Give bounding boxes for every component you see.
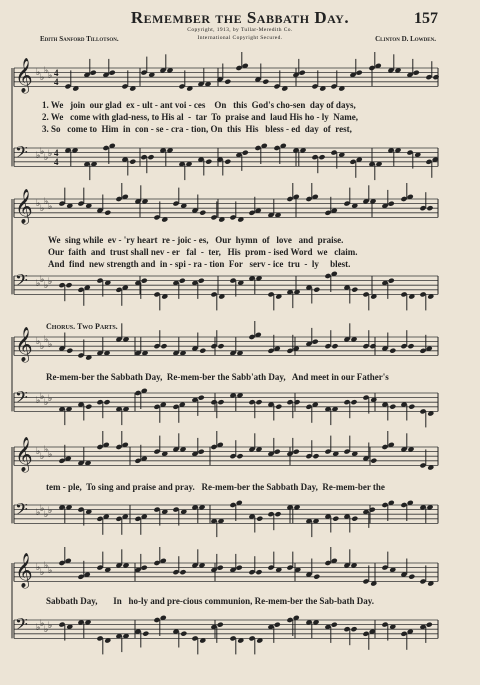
note-head <box>205 159 212 165</box>
flat-sign-icon: ♭ <box>40 452 45 462</box>
note-head <box>256 516 263 522</box>
note-head <box>313 287 320 293</box>
system1-verse2: 2. We come with glad-ness, to His al - tar To praise and laud His ho - ly Name, <box>42 112 358 122</box>
note-head <box>90 70 97 76</box>
flat-sign-icon: ♭ <box>40 204 45 214</box>
note-head <box>293 399 300 405</box>
flat-sign-icon: ♭ <box>48 450 53 460</box>
note-head <box>236 453 243 459</box>
note-head <box>160 343 167 349</box>
note-head <box>142 631 149 637</box>
note-head <box>179 278 186 284</box>
flat-sign-icon: ♭ <box>48 566 53 576</box>
note-head <box>408 574 415 580</box>
note-head <box>313 574 320 580</box>
system2-verse2: Our faith and trust shall nev - er fal - ter, His prom - ised Word we claim. <box>48 247 358 257</box>
flat-sign-icon: ♭ <box>40 504 45 514</box>
note-head <box>408 404 415 410</box>
note-head <box>198 278 205 284</box>
flat-sign-icon: ♭ <box>36 447 41 457</box>
note-head <box>217 565 224 571</box>
note-head <box>299 70 306 76</box>
note-head <box>217 399 224 405</box>
note-head <box>389 404 396 410</box>
flat-sign-icon: ♭ <box>48 394 53 404</box>
treble-clef-icon: 𝄞 <box>15 437 33 472</box>
note-head <box>274 449 281 455</box>
flat-sign-icon: ♭ <box>40 342 45 352</box>
flat-sign-icon: ♭ <box>48 506 53 516</box>
note-head <box>147 154 154 160</box>
note-head <box>432 74 439 80</box>
flat-sign-icon: ♭ <box>36 563 41 573</box>
note-head <box>103 399 110 405</box>
flat-sign-icon: ♭ <box>44 335 49 345</box>
note-head <box>141 565 148 571</box>
hymn-title: Remember the Sabbath Day. <box>130 8 350 27</box>
note-head <box>388 278 395 284</box>
note-head <box>275 404 282 410</box>
note-head <box>85 404 92 410</box>
note-head <box>389 348 396 354</box>
flat-sign-icon: ♭ <box>44 625 49 635</box>
treble-clef-icon: 𝄞 <box>15 189 33 224</box>
note-head <box>293 449 300 455</box>
flat-sign-icon: ♭ <box>36 279 41 289</box>
flat-sign-icon: ♭ <box>44 153 49 163</box>
chorus-label: Chorus. Two Parts. <box>46 322 118 331</box>
system3-lyric: Re-mem-ber the Sabbath Day, Re-mem-ber the Sabb'ath Day, And meet in our Father's <box>46 372 389 382</box>
flat-sign-icon: ♭ <box>36 199 41 209</box>
flat-sign-icon: ♭ <box>48 71 53 81</box>
note-head <box>242 150 249 156</box>
flat-sign-icon: ♭ <box>40 147 45 157</box>
note-head <box>199 210 206 216</box>
flat-sign-icon: ♭ <box>44 445 49 455</box>
note-head <box>199 348 206 354</box>
flat-sign-icon: ♭ <box>44 281 49 291</box>
flat-sign-icon: ♭ <box>44 66 49 76</box>
bass-clef-icon: 𝄢 <box>15 270 28 294</box>
flat-sign-icon: ♭ <box>36 151 41 161</box>
flat-sign-icon: ♭ <box>36 508 41 518</box>
flat-sign-icon: ♭ <box>36 396 41 406</box>
bass-clef-icon: 𝄢 <box>15 142 28 166</box>
copyright-line-1: Copyright, 1913, by Tullar-Meredith Co. <box>187 27 293 33</box>
flat-sign-icon: ♭ <box>48 621 53 631</box>
copyright-line-2: International Copyright Secured. <box>197 35 283 41</box>
note-head <box>350 626 357 632</box>
treble-clef-icon: 𝄞 <box>15 327 33 362</box>
flat-sign-icon: ♭ <box>44 561 49 571</box>
flat-sign-icon: ♭ <box>40 275 45 285</box>
note-head <box>388 201 395 207</box>
flat-sign-icon: ♭ <box>44 398 49 408</box>
note-head <box>198 449 205 455</box>
note-head <box>332 516 339 522</box>
bass-clef-icon: 𝄢 <box>15 387 28 411</box>
note-head <box>312 453 319 459</box>
flat-sign-icon: ♭ <box>48 340 53 350</box>
note-head <box>369 343 376 349</box>
note-head <box>351 287 358 293</box>
system1-verse3: 3. So come to Him in con - se - cra - tion, On this His bless - ed day of rest, <box>42 124 352 134</box>
note-head <box>109 70 116 76</box>
note-head <box>217 622 224 628</box>
bass-clef-icon: 𝄢 <box>15 499 28 523</box>
note-head <box>141 278 148 284</box>
flat-sign-icon: ♭ <box>44 197 49 207</box>
flat-sign-icon: ♭ <box>40 392 45 402</box>
flat-sign-icon: ♭ <box>48 277 53 287</box>
note-head <box>331 622 338 628</box>
time-signature-top: 4 <box>54 148 59 158</box>
note-head <box>274 622 281 628</box>
note-head <box>370 458 377 464</box>
treble-clef-icon: 𝄞 <box>15 58 33 93</box>
note-head <box>413 70 420 76</box>
note-head <box>274 511 281 517</box>
treble-clef-icon: 𝄞 <box>15 553 33 588</box>
note-head <box>66 348 73 354</box>
flat-sign-icon: ♭ <box>48 202 53 212</box>
system1-verse1: 1. We join our glad ex - ult - ant voi - ces On this God's cho-sen day of days, <box>42 100 356 110</box>
bass-clef-icon: 𝄢 <box>15 614 28 638</box>
system5-lyric: Sabbath Day, In ho-ly and pre-cious communion, Re-mem-ber the Sab-bath Day. <box>46 596 374 606</box>
system2-verse1: We sing while ev - 'ry heart re - joic - es, Our hymn of love and praise. <box>48 235 344 245</box>
page-number: 157 <box>414 10 438 27</box>
system4-lyric: tem - ple, To sing and praise and pray. Re-mem-ber the Sabbath Day, Re-mem-ber the <box>46 482 385 492</box>
time-signature-bottom: 4 <box>54 157 59 167</box>
note-head <box>224 79 231 85</box>
note-head <box>350 399 357 405</box>
note-head <box>198 395 205 401</box>
note-head <box>179 569 186 575</box>
note-head <box>217 343 224 349</box>
note-head <box>407 343 414 349</box>
composer-credit: Clinton D. Lowden. <box>375 35 436 43</box>
flat-sign-icon: ♭ <box>36 337 41 347</box>
note-head <box>65 282 72 288</box>
flat-sign-icon: ♭ <box>40 619 45 629</box>
flat-sign-icon: ♭ <box>36 68 41 78</box>
flat-sign-icon: ♭ <box>36 623 41 633</box>
note-head <box>255 399 262 405</box>
time-signature-bottom: 4 <box>54 77 59 87</box>
lyricist-credit: Edith Sanford Tillotson. <box>40 35 119 43</box>
note-head <box>180 631 187 637</box>
note-head <box>224 159 231 165</box>
flat-sign-icon: ♭ <box>40 568 45 578</box>
note-head <box>351 516 358 522</box>
note-head <box>331 343 338 349</box>
note-head <box>426 622 433 628</box>
note-head <box>356 70 363 76</box>
flat-sign-icon: ♭ <box>40 73 45 83</box>
note-head <box>312 339 319 345</box>
time-signature-top: 4 <box>54 68 59 78</box>
note-head <box>262 79 269 85</box>
flat-sign-icon: ♭ <box>48 149 53 159</box>
note-head <box>104 210 111 216</box>
note-head <box>426 205 433 211</box>
note-head <box>255 569 262 575</box>
note-head <box>129 159 136 165</box>
system2-verse3: And find new strength and in - spi - ra - tion For serv - ice tru - ly blest. <box>48 259 351 269</box>
note-head <box>318 154 325 160</box>
flat-sign-icon: ♭ <box>44 510 49 520</box>
note-head <box>236 565 243 571</box>
